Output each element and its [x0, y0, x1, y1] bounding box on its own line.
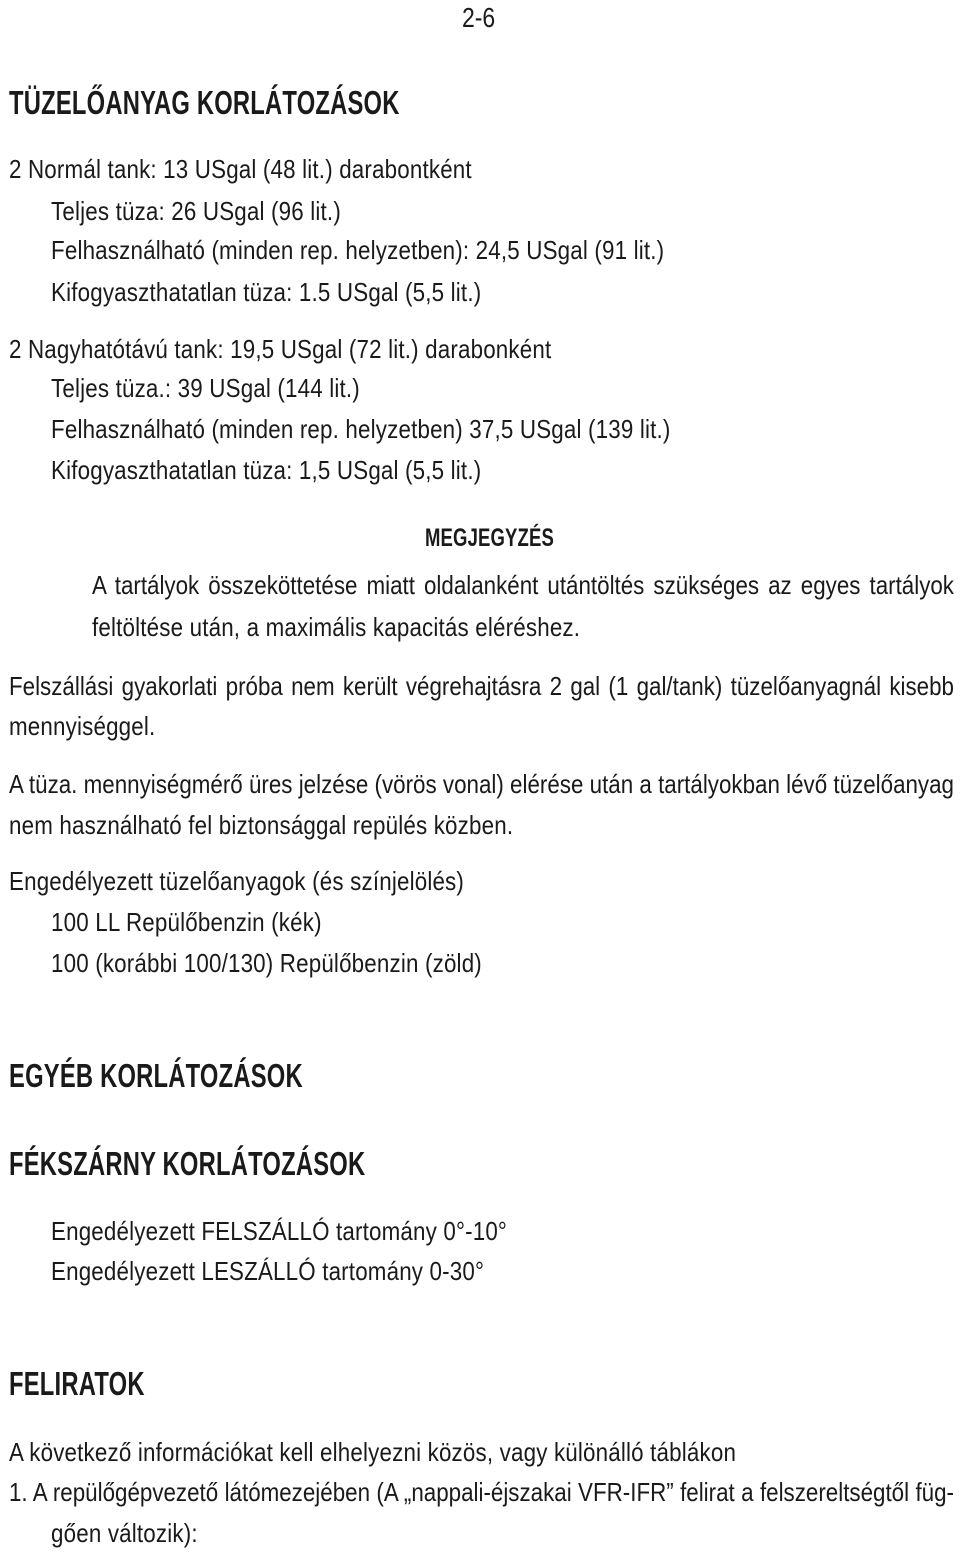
note-line-1 — [92, 570, 954, 600]
note-line-1-text: A tartályok összeköttetése miatt oldalanként utántöltés szükséges az egyes tartályok — [92, 570, 954, 600]
flap-takeoff-range: Engedélyezett FELSZÁLLÓ tartomány 0°-10° — [51, 1216, 508, 1246]
takeoff-test-line-1 — [9, 671, 954, 701]
gauge-line-1-text: A tüza. mennyiségmérő üres jelzése (vörös vonal) elérése után a tartályokban lévő tüzelőanyag — [9, 769, 954, 799]
long-range-tank-line-4: Kifogyaszthatatlan tüza: 1,5 USgal (5,5 lit.) — [51, 455, 482, 485]
normal-tank-line-4: Kifogyaszthatatlan tüza: 1.5 USgal (5,5 lit.) — [51, 277, 482, 307]
placards-heading: FELIRATOK — [9, 1365, 145, 1402]
flap-landing-range: Engedélyezett LESZÁLLÓ tartomány 0-30° — [51, 1256, 485, 1286]
placard-item-1-line-1 — [9, 1477, 954, 1507]
note-title: MEGJEGYZÉS — [425, 524, 554, 552]
normal-tank-line-3: Felhasználható (minden rep. helyzetben): 24,5 USgal (91 lit.) — [51, 235, 665, 265]
normal-tank-line-1: 2 Normál tank: 13 USgal (48 lit.) darabontként — [9, 154, 472, 184]
normal-tank-line-2: Teljes tüza: 26 USgal (96 lit.) — [51, 196, 341, 226]
fuel-limitations-heading: TÜZELŐANYAG KORLÁTOZÁSOK — [9, 84, 400, 121]
placard-item-1-line-2: gően változik): — [51, 1518, 198, 1548]
long-range-tank-line-1: 2 Nagyhatótávú tank: 19,5 USgal (72 lit.) darabonként — [9, 334, 552, 364]
takeoff-test-line-2: mennyiséggel. — [9, 711, 156, 741]
long-range-tank-line-3: Felhasználható (minden rep. helyzetben) 37,5 USgal (139 lit.) — [51, 414, 671, 444]
approved-fuel-1: 100 LL Repülőbenzin (kék) — [51, 907, 322, 937]
page-number: 2-6 — [462, 2, 496, 33]
approved-fuel-2: 100 (korábbi 100/130) Repülőbenzin (zöld) — [51, 948, 482, 978]
placards-intro: A következő információkat kell elhelyezni közös, vagy különálló táblákon — [9, 1437, 737, 1467]
gauge-line-2: nem használható fel biztonsággal repülés közben. — [9, 810, 514, 840]
gauge-line-1 — [9, 769, 954, 799]
approved-fuels-title: Engedélyezett tüzelőanyagok (és színjelölés) — [9, 866, 465, 896]
long-range-tank-line-2: Teljes tüza.: 39 USgal (144 lit.) — [51, 373, 360, 403]
flap-limitations-heading: FÉKSZÁRNY KORLÁTOZÁSOK — [9, 1145, 366, 1182]
placard-item-1-line-1-text: 1. A repülőgépvezető látómezejében (A „nappali-éjszakai VFR-IFR” felirat a felszereltségtől füg- — [9, 1477, 954, 1507]
other-limitations-heading: EGYÉB KORLÁTOZÁSOK — [9, 1057, 303, 1094]
takeoff-test-line-1-text: Felszállási gyakorlati próba nem került végrehajtásra 2 gal (1 gal/tank) tüzelőanyagnál kisebb — [9, 671, 954, 701]
note-line-2: feltöltése után, a maximális kapacitás eléréshez. — [92, 612, 581, 642]
